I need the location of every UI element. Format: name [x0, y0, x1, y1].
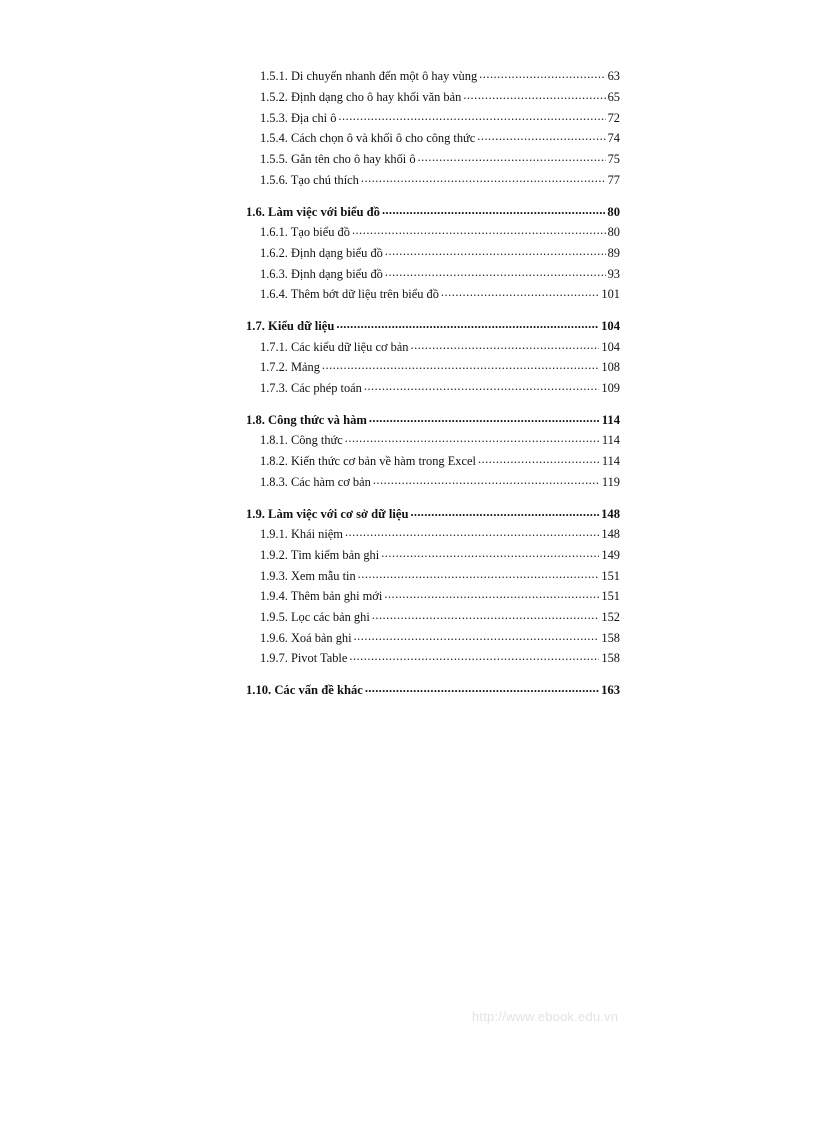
toc-entry-page: 93	[607, 266, 620, 281]
toc-entry-title: 1.9.7. Pivot Table	[260, 651, 348, 666]
toc-entry-title: 1.5.6. Tạo chú thích	[260, 172, 359, 187]
toc-entry-page: 158	[601, 651, 620, 666]
toc-entry-title: 1.9.5. Lọc các bản ghi	[260, 609, 370, 624]
toc-entry-page: 77	[607, 172, 620, 187]
toc-entry-title: 1.9.2. Tìm kiếm bản ghi	[260, 547, 380, 562]
toc-entry-title: 1.9.3. Xem mẫu tin	[260, 568, 356, 583]
toc-entry-page: 114	[601, 433, 620, 448]
toc-dot-leader	[354, 629, 600, 641]
toc-heading-page: 114	[601, 412, 620, 427]
toc-dot-leader	[369, 411, 600, 424]
toc-entry-page: 114	[601, 454, 620, 469]
toc-dot-leader	[345, 432, 600, 444]
toc-entry-title: 1.7.3. Các phép toán	[260, 381, 362, 396]
toc-section-1-9	[246, 505, 620, 671]
toc-heading-title: 1.10. Các vấn đề khác	[246, 683, 363, 698]
toc-entry-title: 1.9.4. Thêm bản ghi mới	[260, 589, 383, 604]
toc-heading[interactable]	[246, 682, 620, 703]
toc-heading-title: 1.6. Làm việc với biểu đồ	[246, 204, 380, 219]
toc-entry-title: 1.5.5. Gắn tên cho ô hay khối ô	[260, 152, 416, 167]
toc-entry-title: 1.8.2. Kiến thức cơ bản về hàm trong Excel	[260, 454, 476, 469]
toc-entry-title: 1.8.3. Các hàm cơ bản	[260, 474, 371, 489]
toc-entry-page: 152	[601, 609, 620, 624]
toc-dot-leader	[381, 546, 599, 558]
toc-entry[interactable]	[246, 171, 620, 192]
toc-section-1-6	[246, 203, 620, 306]
toc-heading[interactable]	[246, 411, 620, 432]
toc-dot-leader	[338, 109, 605, 121]
toc-entry[interactable]	[246, 224, 620, 245]
toc-heading-page: 148	[601, 506, 620, 521]
toc-entry-title: 1.6.3. Định dạng biểu đồ	[260, 266, 383, 281]
toc-entry[interactable]	[246, 526, 620, 547]
toc-heading-page: 104	[601, 319, 620, 334]
toc-heading-title: 1.7. Kiểu dữ liệu	[246, 319, 335, 334]
toc-heading-page: 80	[607, 204, 620, 219]
toc-entry-page: 148	[601, 527, 620, 542]
toc-entry-page: 149	[601, 547, 620, 562]
toc-entry[interactable]	[246, 89, 620, 110]
toc-entry[interactable]	[246, 109, 620, 130]
toc-entry[interactable]	[246, 380, 620, 401]
toc-dot-leader	[410, 505, 599, 518]
toc-entry-page: 101	[601, 287, 620, 302]
toc-dot-leader	[385, 265, 606, 277]
toc-dot-leader	[411, 338, 600, 350]
toc-entry-page: 151	[601, 568, 620, 583]
toc-entry-title: 1.5.4. Cách chọn ô và khối ô cho công thức	[260, 131, 476, 146]
toc-dot-leader	[358, 567, 600, 579]
toc-heading-title: 1.8. Công thức và hàm	[246, 412, 367, 427]
toc-entry[interactable]	[246, 359, 620, 380]
toc-entry-page: 119	[601, 474, 620, 489]
toc-section-1-5	[246, 68, 620, 192]
toc-dot-leader	[365, 682, 599, 695]
toc-dot-leader	[322, 359, 600, 371]
toc-entry-title: 1.6.2. Định dạng biểu đồ	[260, 245, 383, 260]
toc-entry-page: 109	[601, 381, 620, 396]
toc-entry[interactable]	[246, 151, 620, 172]
toc-entry-title: 1.5.2. Định dạng cho ô hay khối văn bản	[260, 90, 462, 105]
toc-dot-leader	[384, 588, 599, 600]
toc-dot-leader	[352, 224, 606, 236]
toc-entry[interactable]	[246, 473, 620, 494]
toc-entry-title: 1.5.3. Địa chỉ ô	[260, 110, 337, 125]
toc-heading-page: 163	[601, 683, 620, 698]
toc-entry-title: 1.6.4. Thêm bớt dữ liệu trên biểu đồ	[260, 287, 439, 302]
toc-entry-title: 1.7.1. Các kiểu dữ liệu cơ bản	[260, 339, 409, 354]
toc-entry-title: 1.6.1. Tạo biểu đồ	[260, 225, 350, 240]
toc-entry[interactable]	[246, 245, 620, 266]
toc-entry[interactable]	[246, 546, 620, 567]
toc-dot-leader	[372, 609, 600, 621]
toc-dot-leader	[478, 453, 600, 465]
toc-heading[interactable]	[246, 203, 620, 224]
toc-dot-leader	[345, 526, 599, 538]
toc-entry-page: 104	[601, 339, 620, 354]
toc-dot-leader	[385, 245, 606, 257]
toc-dot-leader	[418, 151, 606, 163]
toc-section-1-8	[246, 411, 620, 494]
toc-entry[interactable]	[246, 453, 620, 474]
toc-entry-page: 75	[607, 152, 620, 167]
toc-dot-leader	[441, 286, 599, 298]
toc-heading[interactable]	[246, 505, 620, 526]
toc-dot-leader	[364, 380, 600, 392]
table-of-contents	[246, 68, 620, 713]
toc-entry[interactable]	[246, 567, 620, 588]
toc-entry-page: 80	[607, 225, 620, 240]
toc-entry[interactable]	[246, 588, 620, 609]
toc-dot-leader	[479, 68, 605, 80]
toc-entry[interactable]	[246, 432, 620, 453]
toc-dot-leader	[336, 318, 599, 331]
toc-entry-page: 158	[601, 630, 620, 645]
toc-entry[interactable]	[246, 609, 620, 630]
toc-dot-leader	[477, 130, 605, 142]
toc-entry-title: 1.5.1. Di chuyển nhanh đến một ô hay vùng	[260, 69, 478, 84]
toc-dot-leader	[349, 650, 599, 662]
toc-entry-page: 108	[601, 360, 620, 375]
toc-entry[interactable]	[246, 68, 620, 89]
toc-section-1-10	[246, 682, 620, 703]
toc-entry-page: 74	[607, 131, 620, 146]
toc-entry-page: 151	[601, 589, 620, 604]
toc-dot-leader	[382, 203, 605, 216]
toc-section-1-7	[246, 318, 620, 401]
toc-dot-leader	[373, 473, 600, 485]
toc-entry[interactable]	[246, 629, 620, 650]
toc-entry-page: 65	[607, 90, 620, 105]
toc-entry-title: 1.9.1. Khái niệm	[260, 527, 343, 542]
toc-entry-title: 1.9.6. Xoá bản ghi	[260, 630, 352, 645]
toc-entry-title: 1.7.2. Mảng	[260, 360, 320, 375]
toc-entry-page: 63	[607, 69, 620, 84]
toc-heading[interactable]	[246, 318, 620, 339]
watermark-url: http://www.ebook.edu.vn	[472, 1009, 619, 1024]
toc-dot-leader	[361, 171, 606, 183]
toc-entry-page: 89	[607, 245, 620, 260]
toc-entry[interactable]	[246, 650, 620, 671]
toc-entry[interactable]	[246, 265, 620, 286]
toc-entry[interactable]	[246, 130, 620, 151]
toc-entry[interactable]	[246, 286, 620, 307]
toc-heading-title: 1.9. Làm việc với cơ sở dữ liệu	[246, 506, 409, 521]
toc-entry[interactable]	[246, 338, 620, 359]
toc-entry-title: 1.8.1. Công thức	[260, 433, 343, 448]
toc-entry-page: 72	[607, 110, 620, 125]
toc-dot-leader	[463, 89, 605, 101]
